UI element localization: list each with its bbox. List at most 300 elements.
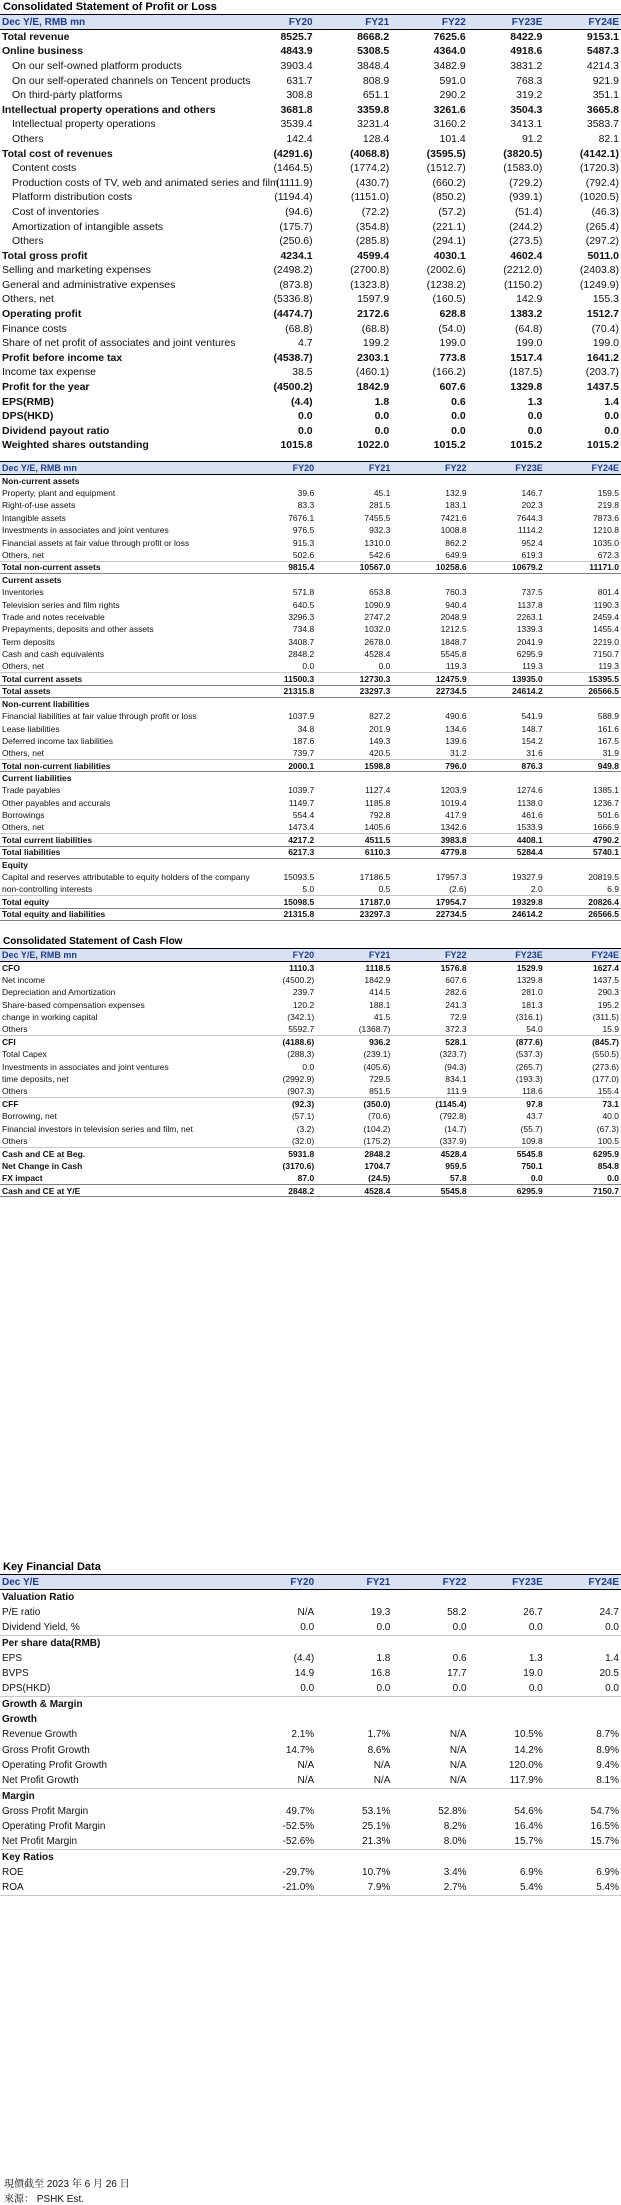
row-value: 15098.5 bbox=[240, 896, 316, 908]
row-value: 142.9 bbox=[516, 293, 543, 306]
row-value: 8668.2 bbox=[357, 31, 390, 44]
row-value: 6295.9 bbox=[593, 1148, 619, 1159]
cash-flow-section bbox=[0, 935, 621, 1197]
row-value: 921.9 bbox=[592, 74, 619, 87]
row-value: 936.2 bbox=[316, 1036, 392, 1048]
row-label-non-current-assets: Non-current assets bbox=[0, 475, 240, 487]
row-value: (537.3) bbox=[515, 1049, 543, 1060]
table-row bbox=[0, 759, 621, 771]
row-value bbox=[316, 1590, 392, 1605]
row-value: 11171.0 bbox=[545, 561, 621, 573]
row-value: 1035.0 bbox=[593, 537, 619, 548]
footnote-source: 來源： PSHK Est. bbox=[4, 2194, 85, 2205]
table-row bbox=[0, 1147, 621, 1159]
row-value: 58.2 bbox=[447, 1606, 467, 1618]
row-label-dividend-yield: Dividend Yield, % bbox=[0, 1620, 240, 1635]
row-value: 15395.5 bbox=[545, 673, 621, 685]
row-value bbox=[392, 574, 468, 586]
row-value: 1110.3 bbox=[240, 962, 316, 974]
row-value: 1212.5 bbox=[440, 624, 467, 635]
row-value: (2498.2) bbox=[273, 264, 313, 277]
row-value: (273.5) bbox=[509, 235, 543, 248]
row-value: (244.2) bbox=[509, 220, 543, 233]
cf-table bbox=[0, 948, 621, 1197]
table-row bbox=[0, 648, 621, 660]
row-label-property-plant-and-equipment: Property, plant and equipment bbox=[2, 488, 116, 499]
row-value: (1145.4) bbox=[392, 1098, 468, 1110]
row-value: 7.9% bbox=[316, 1880, 392, 1895]
row-label-share-of-net-profit-of-associates-and-joint-ventures: Share of net profit of associates and joint ventures bbox=[2, 337, 236, 350]
row-value: 23297.3 bbox=[316, 685, 392, 697]
row-value: 148.7 bbox=[521, 723, 543, 734]
bs-header-fy5: FY24E bbox=[591, 463, 619, 473]
table-row bbox=[0, 1036, 621, 1048]
table-row bbox=[0, 475, 621, 487]
row-value: 319.2 bbox=[516, 89, 543, 102]
row-value: (166.2) bbox=[432, 366, 466, 379]
table-row bbox=[0, 698, 621, 710]
row-value: 83.3 bbox=[297, 500, 315, 511]
table-row bbox=[0, 574, 621, 586]
row-value: 1015.2 bbox=[510, 439, 543, 452]
row-value: (250.6) bbox=[279, 235, 313, 248]
row-value: 372.3 bbox=[392, 1023, 468, 1035]
row-value bbox=[545, 475, 621, 487]
row-label-total-equity: Total equity bbox=[0, 896, 240, 908]
row-value: 1.3 bbox=[527, 395, 543, 408]
row-label-gross-profit-margin: Gross Profit Margin bbox=[2, 1805, 89, 1817]
row-value bbox=[545, 772, 621, 784]
row-value: 2747.2 bbox=[364, 611, 391, 622]
row-value: 73.1 bbox=[545, 1098, 621, 1110]
row-value: (175.2) bbox=[316, 1135, 392, 1147]
table-row bbox=[0, 1712, 621, 1727]
table-row bbox=[0, 561, 621, 573]
row-label-total-current-assets: Total current assets bbox=[0, 673, 240, 685]
row-value: 7625.6 bbox=[433, 31, 466, 44]
row-label-time-deposits-net: time deposits, net bbox=[2, 1074, 69, 1085]
table-row bbox=[0, 1620, 621, 1635]
table-row bbox=[0, 846, 621, 858]
row-value: 876.3 bbox=[469, 759, 545, 771]
table-row bbox=[0, 986, 621, 998]
table-row bbox=[0, 636, 621, 648]
row-value: 653.8 bbox=[369, 587, 391, 598]
row-label-right-of-use-assets: Right-of-use assets bbox=[2, 500, 76, 511]
row-value bbox=[392, 1788, 468, 1803]
row-value: 2041.9 bbox=[516, 636, 543, 647]
row-value bbox=[392, 1590, 468, 1605]
row-value: 1473.4 bbox=[240, 821, 316, 833]
row-value: 181.3 bbox=[521, 999, 543, 1010]
kf-header-fy4: FY23E bbox=[512, 1576, 543, 1588]
row-value: 2848.2 bbox=[288, 649, 315, 660]
row-value: 7421.6 bbox=[440, 512, 467, 523]
row-label-others: Others bbox=[12, 132, 44, 145]
row-value: 631.7 bbox=[286, 74, 313, 87]
row-value: 15.7% bbox=[469, 1834, 545, 1849]
row-value: 87.0 bbox=[297, 1173, 315, 1184]
row-label-content-costs: Content costs bbox=[12, 162, 77, 175]
table-row bbox=[0, 219, 621, 234]
table-row bbox=[0, 673, 621, 685]
table-row bbox=[0, 161, 621, 176]
row-value: 3160.2 bbox=[433, 118, 466, 131]
row-value: 12730.3 bbox=[316, 673, 392, 685]
row-value: 801.4 bbox=[597, 587, 619, 598]
table-row bbox=[0, 394, 621, 409]
row-value: 554.4 bbox=[292, 810, 315, 821]
row-value: 808.9 bbox=[362, 74, 390, 87]
row-value: (660.2) bbox=[432, 176, 466, 189]
row-value: 199.0 bbox=[516, 337, 543, 350]
row-value: (265.7) bbox=[515, 1061, 543, 1072]
kf-header-row bbox=[0, 1575, 621, 1590]
row-value: 768.3 bbox=[516, 74, 543, 87]
row-value: 4234.1 bbox=[280, 249, 313, 262]
row-value: 0.0 bbox=[530, 1173, 543, 1184]
cf-header-fy2: FY21 bbox=[368, 950, 391, 960]
row-label-platform-distribution-costs: Platform distribution costs bbox=[12, 191, 133, 204]
row-value: 0.0 bbox=[297, 424, 313, 437]
pl-table bbox=[0, 14, 621, 453]
row-value: (239.1) bbox=[363, 1049, 391, 1060]
row-value: (24.5) bbox=[368, 1173, 391, 1184]
row-value: 792.8 bbox=[369, 810, 391, 821]
row-value: 1210.8 bbox=[593, 525, 619, 536]
row-value: 959.5 bbox=[445, 1160, 467, 1171]
row-value: 17186.5 bbox=[359, 872, 391, 883]
row-value: (1238.2) bbox=[426, 278, 466, 291]
row-value: 1329.8 bbox=[510, 381, 543, 394]
kf-header-label: Dec Y/E bbox=[2, 1576, 40, 1588]
row-value: (4500.2) bbox=[273, 381, 313, 394]
row-value: 19327.9 bbox=[512, 872, 543, 883]
row-label-roa: ROA bbox=[0, 1880, 240, 1895]
row-label-deferred-income-tax-liabilities: Deferred income tax liabilities bbox=[2, 735, 114, 746]
row-value: 3482.9 bbox=[433, 59, 466, 72]
row-value: 588.9 bbox=[597, 711, 619, 722]
row-value: 0.0 bbox=[469, 1620, 545, 1635]
row-value: 1517.4 bbox=[510, 351, 543, 364]
bs-header-fy2: FY21 bbox=[368, 463, 391, 473]
row-value: 940.4 bbox=[445, 599, 467, 610]
row-value: 1342.6 bbox=[392, 821, 468, 833]
table-row bbox=[0, 1110, 621, 1122]
row-value: 571.8 bbox=[292, 587, 315, 598]
row-value bbox=[392, 772, 468, 784]
row-value: 1533.9 bbox=[469, 821, 545, 833]
row-value: 8.7% bbox=[596, 1729, 619, 1741]
row-value: 31.6 bbox=[469, 747, 545, 759]
row-value bbox=[240, 1590, 316, 1605]
row-value: 0.0 bbox=[374, 410, 390, 423]
row-value: (792.8) bbox=[439, 1111, 467, 1122]
row-value: 607.6 bbox=[445, 975, 467, 986]
key-financial-section bbox=[0, 1560, 621, 1896]
row-value: 2.7% bbox=[392, 1880, 468, 1895]
row-value: 26.7 bbox=[523, 1606, 543, 1618]
row-value: (792.4) bbox=[585, 176, 619, 189]
row-value: 0.0 bbox=[302, 1061, 315, 1072]
row-value: 1149.7 bbox=[288, 797, 315, 808]
row-value: (221.1) bbox=[432, 220, 466, 233]
row-label-total-cost-of-revenues: Total cost of revenues bbox=[2, 147, 113, 160]
row-value: N/A bbox=[373, 1759, 391, 1771]
row-value: 1385.1 bbox=[593, 785, 619, 796]
row-value bbox=[316, 475, 392, 487]
table-row bbox=[0, 1172, 621, 1184]
row-label-borrowings: Borrowings bbox=[2, 810, 45, 821]
bs-header-label: Dec Y/E, RMB mn bbox=[2, 463, 77, 473]
row-value: 9815.4 bbox=[240, 561, 316, 573]
row-value: 3296.3 bbox=[288, 611, 315, 622]
row-value: 12475.9 bbox=[392, 673, 468, 685]
row-value bbox=[316, 1850, 392, 1865]
row-value: 5284.4 bbox=[469, 846, 545, 858]
row-value bbox=[392, 1712, 468, 1727]
row-value: 21.3% bbox=[316, 1834, 392, 1849]
row-value: (5336.8) bbox=[273, 293, 313, 306]
row-value: 20826.4 bbox=[545, 896, 621, 908]
row-value: 628.8 bbox=[439, 308, 466, 321]
table-row bbox=[0, 73, 621, 88]
row-value: 54.0 bbox=[469, 1023, 545, 1035]
row-value: (2700.8) bbox=[350, 264, 390, 277]
row-value: (1583.0) bbox=[503, 162, 543, 175]
row-value: 417.9 bbox=[445, 810, 467, 821]
row-label-gross-profit-growth: Gross Profit Growth bbox=[2, 1744, 90, 1756]
row-value: 5308.5 bbox=[357, 45, 390, 58]
table-row bbox=[0, 1011, 621, 1023]
row-value: 1512.7 bbox=[586, 308, 619, 321]
row-value: 6.9 bbox=[545, 883, 621, 895]
row-value: 17.7 bbox=[447, 1668, 467, 1680]
row-value: 1015.2 bbox=[433, 439, 466, 452]
row-value: 0.6 bbox=[451, 395, 466, 408]
row-value: (850.2) bbox=[432, 191, 466, 204]
row-value: N/A bbox=[449, 1759, 467, 1771]
row-value: 6.9% bbox=[596, 1866, 619, 1878]
row-value: 8422.9 bbox=[510, 31, 543, 44]
row-value: 10679.2 bbox=[469, 561, 545, 573]
row-label-p-e-ratio: P/E ratio bbox=[2, 1606, 41, 1618]
row-value: 24.7 bbox=[599, 1606, 619, 1618]
table-row bbox=[0, 1135, 621, 1147]
row-value: (873.8) bbox=[279, 278, 313, 291]
row-value: 5592.7 bbox=[240, 1023, 316, 1035]
table-row bbox=[0, 1697, 621, 1712]
row-label-total-capex: Total Capex bbox=[2, 1049, 47, 1060]
row-value: 591.0 bbox=[439, 74, 466, 87]
row-value: 1008.8 bbox=[440, 525, 467, 536]
row-label-growth-margin: Growth & Margin bbox=[0, 1697, 240, 1712]
row-value: 22734.5 bbox=[392, 685, 468, 697]
row-label-cash-and-cash-equivalents: Cash and cash equivalents bbox=[2, 649, 105, 660]
row-value: 31.2 bbox=[392, 747, 468, 759]
table-row bbox=[0, 722, 621, 734]
row-value bbox=[240, 574, 316, 586]
row-value: 3413.1 bbox=[510, 118, 543, 131]
table-row bbox=[0, 710, 621, 722]
row-value: 5545.8 bbox=[392, 1185, 468, 1197]
row-label-change-in-working-capital: change in working capital bbox=[2, 1012, 98, 1023]
row-value: 1310.0 bbox=[364, 537, 391, 548]
row-value: 13935.0 bbox=[469, 673, 545, 685]
row-value: (405.6) bbox=[363, 1061, 391, 1072]
row-value: (1512.7) bbox=[426, 162, 466, 175]
row-value: 528.1 bbox=[392, 1036, 468, 1048]
table-row bbox=[0, 351, 621, 366]
table-row bbox=[0, 248, 621, 263]
row-value: 1138.0 bbox=[517, 797, 543, 808]
row-value: 1329.8 bbox=[516, 975, 543, 986]
row-value: 3359.8 bbox=[357, 103, 390, 116]
row-value: 7676.1 bbox=[288, 512, 315, 523]
row-value: 54.7% bbox=[590, 1805, 619, 1817]
table-row bbox=[0, 292, 621, 307]
row-label-cash-and-ce-at-beg: Cash and CE at Beg. bbox=[2, 1148, 86, 1159]
row-label-key-ratios: Key Ratios bbox=[0, 1850, 240, 1865]
row-value: (1194.4) bbox=[274, 191, 313, 204]
row-value bbox=[545, 1590, 621, 1605]
row-value: 146.7 bbox=[521, 488, 543, 499]
table-row bbox=[0, 278, 621, 293]
table-row bbox=[0, 834, 621, 846]
row-value: (14.7) bbox=[444, 1123, 467, 1134]
row-label-roe: ROE bbox=[2, 1866, 24, 1878]
row-value: 161.6 bbox=[597, 723, 619, 734]
table-row bbox=[0, 685, 621, 697]
bs-table bbox=[0, 461, 621, 921]
row-value: 16.8 bbox=[370, 1668, 391, 1680]
row-value: 6217.3 bbox=[240, 846, 316, 858]
row-value bbox=[392, 1850, 468, 1865]
row-value: 854.8 bbox=[597, 1160, 619, 1171]
row-value: 5545.8 bbox=[516, 1148, 543, 1159]
row-label-cfi: CFI bbox=[0, 1036, 240, 1048]
cf-header-label: Dec Y/E, RMB mn bbox=[2, 950, 77, 960]
table-row bbox=[0, 117, 621, 132]
row-value: 281.0 bbox=[521, 987, 543, 998]
table-row bbox=[0, 1073, 621, 1085]
row-label-net-profit-margin: Net Profit Margin bbox=[0, 1834, 240, 1849]
row-value: 0.0 bbox=[297, 410, 313, 423]
row-value: 1641.2 bbox=[586, 351, 619, 364]
row-value bbox=[545, 859, 621, 871]
table-row bbox=[0, 1123, 621, 1135]
row-value bbox=[392, 475, 468, 487]
row-label-others-net: Others, net bbox=[0, 821, 240, 833]
row-value: (337.9) bbox=[392, 1135, 468, 1147]
row-value: (1464.5) bbox=[273, 162, 313, 175]
row-value: -29.7% bbox=[282, 1866, 315, 1878]
row-value: 1405.6 bbox=[316, 821, 392, 833]
row-value: (550.5) bbox=[592, 1049, 619, 1060]
row-value: 132.9 bbox=[445, 488, 467, 499]
row-value: (311.5) bbox=[592, 1012, 619, 1023]
row-value: (203.7) bbox=[585, 366, 619, 379]
row-label-term-deposits: Term deposits bbox=[2, 636, 55, 647]
row-value: -21.0% bbox=[240, 1880, 316, 1895]
row-value: 139.6 bbox=[445, 735, 467, 746]
row-label-investments-in-associates-and-joint-ventures: Investments in associates and joint ventures bbox=[2, 525, 169, 536]
row-label-cfo: CFO bbox=[0, 962, 240, 974]
row-label-others: Others bbox=[0, 1023, 240, 1035]
row-value: 5.4% bbox=[545, 1880, 621, 1895]
row-value: (72.2) bbox=[361, 205, 390, 218]
table-row bbox=[0, 44, 621, 59]
row-value: N/A bbox=[449, 1729, 467, 1741]
row-value: 0.0 bbox=[607, 1173, 619, 1184]
row-value: 72.9 bbox=[450, 1012, 467, 1023]
row-value: 290.2 bbox=[439, 89, 466, 102]
table-row bbox=[0, 1880, 621, 1895]
table-row bbox=[0, 883, 621, 895]
table-row bbox=[0, 1804, 621, 1819]
row-label-financial-assets-at-fair-value-through-profit-or-loss: Financial assets at fair value through profit or loss bbox=[2, 537, 190, 548]
row-value: (70.4) bbox=[591, 322, 619, 335]
row-value: 16.4% bbox=[514, 1821, 543, 1833]
row-value: (4188.6) bbox=[240, 1036, 316, 1048]
table-row bbox=[0, 784, 621, 796]
row-value bbox=[240, 475, 316, 487]
row-value: 155.4 bbox=[545, 1085, 621, 1097]
table-row bbox=[0, 1048, 621, 1060]
row-label-valuation-ratio: Valuation Ratio bbox=[0, 1590, 240, 1605]
cf-header-fy4: FY23E bbox=[515, 950, 543, 960]
row-label-revenue-growth: Revenue Growth bbox=[2, 1729, 78, 1741]
row-value: 82.1 bbox=[598, 132, 619, 145]
row-value: 117.9% bbox=[469, 1773, 545, 1788]
row-value: 5545.8 bbox=[440, 649, 467, 660]
row-value: 14.7% bbox=[285, 1744, 315, 1756]
table-row bbox=[0, 1590, 621, 1605]
row-value: (1774.2) bbox=[350, 162, 390, 175]
row-value: 0.0 bbox=[451, 424, 466, 437]
row-value: 20.5 bbox=[599, 1668, 619, 1680]
row-value: 15093.5 bbox=[283, 872, 315, 883]
row-value: 4528.4 bbox=[440, 1148, 467, 1159]
row-value: 542.6 bbox=[316, 549, 392, 561]
table-row bbox=[0, 586, 621, 598]
row-label-share-based-compensation-expenses: Share-based compensation expenses bbox=[2, 999, 145, 1010]
row-value: 6.9% bbox=[519, 1866, 543, 1878]
table-row bbox=[0, 1788, 621, 1803]
row-value: (177.0) bbox=[592, 1074, 619, 1085]
row-value: 976.5 bbox=[292, 525, 315, 536]
table-row bbox=[0, 1742, 621, 1757]
row-value: 4030.1 bbox=[433, 249, 466, 262]
row-value: (460.1) bbox=[355, 366, 390, 379]
row-value: 2459.4 bbox=[593, 611, 619, 622]
row-value: (288.3) bbox=[287, 1049, 315, 1060]
row-value: 3903.4 bbox=[280, 59, 313, 72]
row-value: 2303.1 bbox=[357, 351, 390, 364]
table-row bbox=[0, 1773, 621, 1788]
row-value: 3583.7 bbox=[586, 118, 619, 131]
row-label-growth: Growth bbox=[2, 1714, 37, 1726]
row-value: (94.3) bbox=[444, 1061, 467, 1072]
row-value: 1022.0 bbox=[357, 439, 390, 452]
row-value: 4599.4 bbox=[357, 249, 390, 262]
row-value: 796.0 bbox=[392, 759, 468, 771]
row-value bbox=[316, 1788, 392, 1803]
row-value: 1842.9 bbox=[357, 381, 390, 394]
row-value: 10.5% bbox=[514, 1729, 543, 1741]
row-value: 91.2 bbox=[521, 132, 543, 145]
row-value: 16.5% bbox=[590, 1821, 619, 1833]
